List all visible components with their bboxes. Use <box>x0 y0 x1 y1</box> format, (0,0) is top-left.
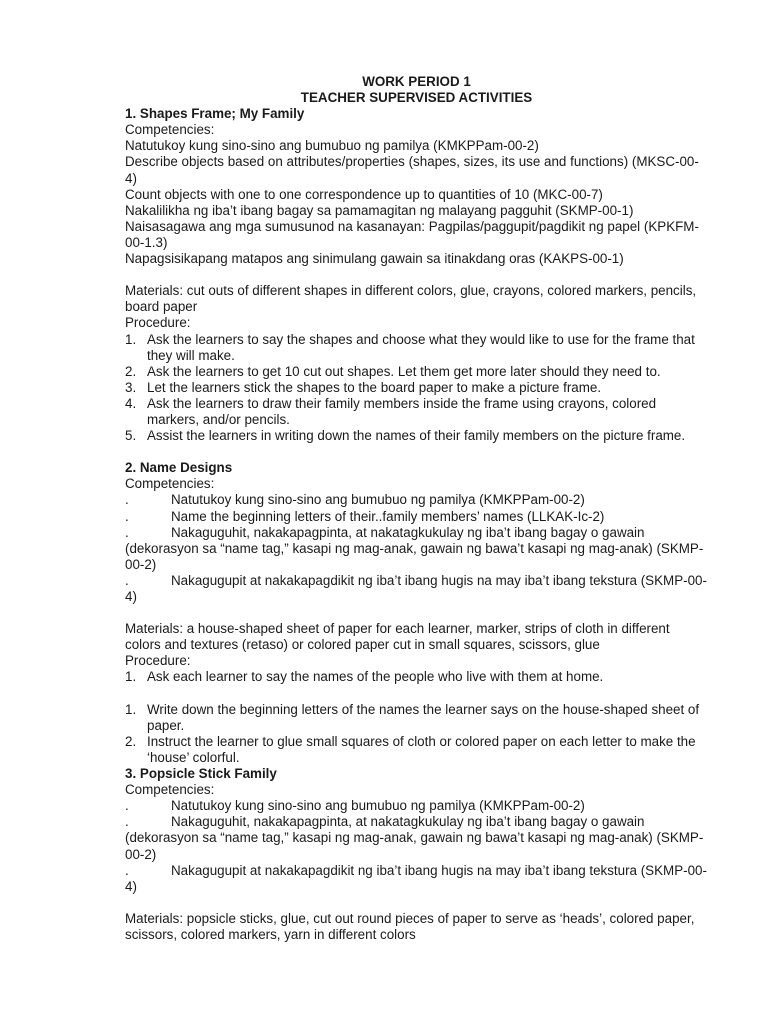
competency-text: Name the beginning letters of their..family members’ names (LLKAK-Ic-2) <box>171 508 605 524</box>
section3-competencies-label: Competencies: <box>125 782 215 798</box>
title-work-period: WORK PERIOD 1 <box>362 74 471 89</box>
step-number: 5. <box>125 428 137 444</box>
section1-competencies-label: Competencies: <box>125 122 215 138</box>
step-text: Ask each learner to say the names of the people who live with them at home. <box>147 669 604 685</box>
bullet-dot: . <box>125 492 129 508</box>
title-teacher-supervised: TEACHER SUPERVISED ACTIVITIES <box>300 90 533 106</box>
spacer <box>125 267 708 283</box>
section1-competency: Naisasagawa ang mga sumusunod na kasanayan: Pagpilas/paggupit/pagdikit ng papel (KPKFM-00-1.3) <box>125 218 699 250</box>
section1-competency: Natutukoy kung sino-sino ang bumubuo ng pamilya (KMKPPam-00-2) <box>125 138 539 154</box>
section1-step <box>125 364 708 380</box>
step-text: Ask the learners to say the shapes and choose what they would like to use for the frame that they will make. <box>147 331 695 363</box>
bullet-dot: . <box>125 814 129 830</box>
section1-competency: Napagsisikapang matapos ang sinimulang gawain sa itinakdang oras (KAKPS-00-1) <box>125 251 624 267</box>
competency-text: Natutukoy kung sino-sino ang bumubuo ng pamilya (KMKPPam-00-2) <box>171 798 585 814</box>
bullet-dot: . <box>125 862 129 878</box>
section2-competency <box>125 492 708 508</box>
section2-procedure-label: Procedure: <box>125 653 191 669</box>
bullet-dot: . <box>125 524 129 540</box>
step-number: 1. <box>125 331 137 347</box>
section1-heading: 1. Shapes Frame; My Family <box>125 106 305 122</box>
step-number: 3. <box>125 379 137 395</box>
spacer <box>125 605 708 621</box>
competency-text: Nakaguguhit, nakakapagpinta, at nakatagkukulay ng iba’t ibang bagay o gawain (dekorasyon sa “name tag,” kasapi ng mag-anak, gawain ng bawa’t kasapi ng mag-anak) (SKMP-00-2) <box>125 814 704 862</box>
step-text: Ask the learners to get 10 cut out shapes. Let them get more later should they need to. <box>147 363 661 379</box>
section1-competency: Describe objects based on attributes/properties (shapes, sizes, its use and functions) (MKSC-00-4) <box>125 154 699 186</box>
section3-competency <box>125 798 708 814</box>
step-number: 2. <box>125 363 137 379</box>
step-number: 4. <box>125 395 137 411</box>
section2-heading: 2. Name Designs <box>125 460 233 476</box>
section2-step <box>125 734 708 766</box>
section1-step <box>125 428 708 444</box>
section3-competency <box>125 863 708 895</box>
section1-competency: Nakalilikha ng iba’t ibang bagay sa pamamagitan ng malayang pagguhit (SKMP-00-1) <box>125 202 634 218</box>
section1-step <box>125 332 708 364</box>
section2-step <box>125 669 708 685</box>
step-text: Assist the learners in writing down the names of their family members on the picture frame. <box>147 428 686 444</box>
section2-step <box>125 702 708 734</box>
step-text: Ask the learners to draw their family members inside the frame using crayons, colored markers, and/or pencils. <box>147 395 657 427</box>
section2-materials: Materials: a house-shaped sheet of paper for each learner, marker, strips of cloth in different colors and textures (retaso) or colored paper cut in small squares, scissors, glue <box>125 621 670 653</box>
section1-procedure-label: Procedure: <box>125 315 191 331</box>
step-number: 1. <box>125 701 137 717</box>
bullet-dot: . <box>125 572 129 588</box>
section3-competency <box>125 814 708 862</box>
section2-competency <box>125 525 708 573</box>
section3-materials: Materials: popsicle sticks, glue, cut out round pieces of paper to serve as ‘heads’, colored paper, scissors, colored markers, yarn in different colors <box>125 910 695 942</box>
competency-text: Nakagugupit at nakakapagdikit ng iba’t ibang hugis na may iba’t ibang tekstura (SKMP-00-4) <box>125 572 707 604</box>
section2-competencies-label: Competencies: <box>125 476 215 492</box>
competency-text: Natutukoy kung sino-sino ang bumubuo ng pamilya (KMKPPam-00-2) <box>171 492 585 508</box>
competency-text: Nakagugupit at nakakapagdikit ng iba’t ibang hugis na may iba’t ibang tekstura (SKMP-00-4) <box>125 862 707 894</box>
bullet-dot: . <box>125 798 129 814</box>
bullet-dot: . <box>125 508 129 524</box>
section2-competency <box>125 573 708 605</box>
step-text: Write down the beginning letters of the names the learner says on the house-shaped sheet of paper. <box>147 701 700 733</box>
step-text: Instruct the learner to glue small squares of cloth or colored paper on each letter to make the ‘house’ colorful. <box>147 733 696 765</box>
section2-competency <box>125 509 708 525</box>
section1-step <box>125 380 708 396</box>
spacer <box>125 895 708 911</box>
step-number: 1. <box>125 669 137 685</box>
section1-competency: Count objects with one to one correspondence up to quantities of 10 (MKC-00-7) <box>125 186 603 202</box>
competency-text: Nakaguguhit, nakakapagpinta, at nakatagkukulay ng iba’t ibang bagay o gawain (dekorasyon sa “name tag,” kasapi ng mag-anak, gawain ng bawa’t kasapi ng mag-anak) (SKMP-00-2) <box>125 524 704 572</box>
step-text: Let the learners stick the shapes to the board paper to make a picture frame. <box>147 379 602 395</box>
section3-heading: 3. Popsicle Stick Family <box>125 766 277 782</box>
spacer <box>125 444 708 460</box>
section1-materials: Materials: cut outs of different shapes in different colors, glue, crayons, colored markers, pencils, board paper <box>125 283 697 315</box>
section1-step <box>125 396 708 428</box>
spacer <box>125 686 708 702</box>
step-number: 2. <box>125 733 137 749</box>
